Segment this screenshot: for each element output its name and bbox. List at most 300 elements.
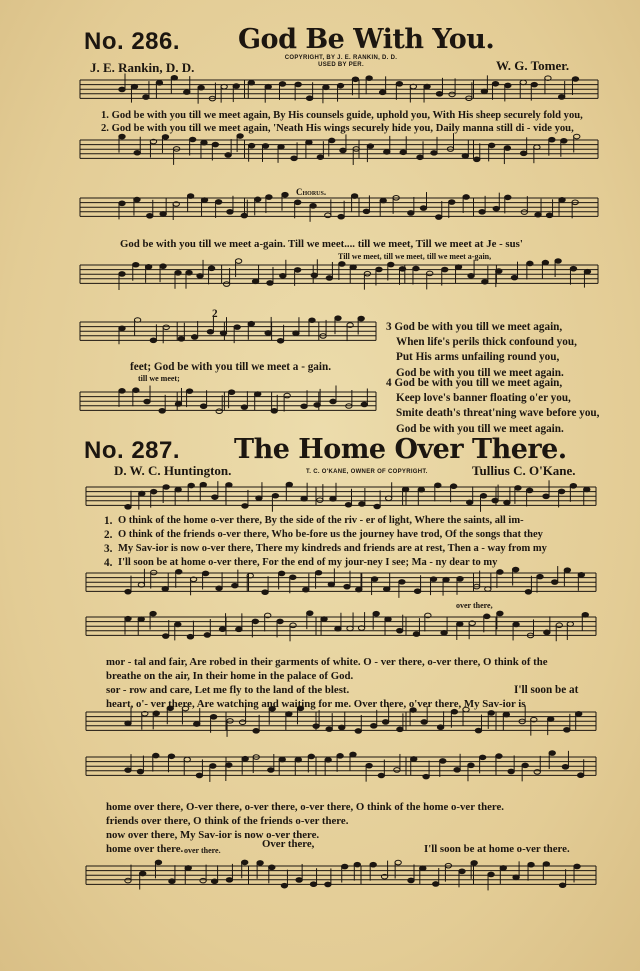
note-head — [459, 869, 465, 874]
note-head — [184, 90, 190, 95]
note-head — [542, 260, 548, 265]
hymn287-b1-num-1: 1. — [104, 515, 113, 527]
note-head — [574, 864, 580, 869]
note-head — [143, 95, 149, 100]
note-head — [144, 399, 150, 404]
note-head — [307, 611, 313, 616]
note-head — [344, 584, 350, 589]
note-head — [268, 768, 274, 773]
stanza3-line-4: God be with you till we meet again. — [396, 366, 564, 379]
note-head — [176, 569, 182, 574]
note-head — [504, 146, 510, 151]
note-head — [574, 134, 580, 139]
note-head — [315, 570, 321, 575]
note-head — [451, 709, 457, 714]
note-head — [454, 767, 460, 772]
note-head — [385, 617, 391, 622]
note-head — [125, 616, 131, 621]
note-head — [186, 270, 192, 275]
note-head — [379, 90, 385, 95]
note-head — [286, 712, 292, 717]
hymn287-copyright: T. C. O'KANE, OWNER OF COPYRIGHT. — [306, 469, 428, 475]
note-head — [255, 392, 261, 397]
note-head — [163, 325, 169, 330]
note-head — [347, 626, 353, 631]
note-head — [575, 712, 581, 717]
note-head — [475, 728, 481, 733]
note-head — [215, 200, 221, 205]
note-head — [430, 577, 436, 582]
note-head — [151, 489, 157, 494]
note-head — [310, 882, 316, 887]
note-head — [503, 712, 509, 717]
note-head — [216, 586, 222, 591]
note-head — [294, 268, 300, 273]
stanza4-line-1: 4 God be with you till we meet again, — [386, 377, 563, 389]
note-head — [408, 878, 414, 883]
note-head — [150, 338, 156, 343]
hymn287-b1-line-3: My Sav-ior is now o-ver there, There my kindreds and friends are at rest, Then a - way from my — [118, 543, 547, 554]
hymn287-b1-num-3: 3. — [104, 543, 113, 555]
note-head — [361, 402, 367, 407]
note-head — [257, 861, 263, 866]
note-head — [200, 404, 206, 409]
note-head — [546, 213, 552, 218]
hymn286-number: No. 286. — [84, 28, 181, 55]
note-head — [400, 150, 406, 155]
note-head — [140, 871, 146, 876]
note-head — [376, 267, 382, 272]
note-head — [169, 879, 175, 884]
hymn286-verse-1: 1. God be with you till we meet again, By His counsels guide, uphold you, With His sheep securely fold you, — [101, 110, 583, 121]
note-head — [207, 329, 213, 334]
note-head — [189, 137, 195, 142]
note-head — [119, 326, 125, 331]
note-head — [413, 632, 419, 637]
staff-3 — [80, 198, 598, 216]
note-head — [235, 259, 241, 264]
note-head — [133, 262, 139, 267]
note-head — [481, 89, 487, 94]
note-head — [513, 875, 519, 880]
note-head — [531, 82, 537, 87]
note-head — [234, 325, 240, 330]
note-head — [408, 211, 414, 216]
note-head — [310, 204, 316, 209]
note-head — [162, 135, 168, 140]
note-head — [196, 773, 202, 778]
note-head — [436, 215, 442, 220]
note-head — [242, 504, 248, 509]
note-head — [466, 500, 472, 505]
note-head — [134, 197, 140, 202]
hymn287-b3-line-1: home over there, O-ver there, o-ver there, o-ver there, O think of the home o-ver there. — [106, 801, 504, 813]
note-head — [175, 487, 181, 492]
note-head — [351, 194, 357, 199]
note-head — [248, 321, 254, 326]
note-head — [411, 757, 417, 762]
staff-11 — [86, 757, 596, 775]
note-head — [564, 728, 570, 733]
note-head — [370, 862, 376, 867]
note-head — [359, 502, 365, 507]
note-head — [339, 725, 345, 730]
note-head — [559, 883, 565, 888]
note-head — [137, 769, 143, 774]
note-head — [496, 269, 502, 274]
note-head — [492, 498, 498, 503]
note-head — [303, 587, 309, 592]
note-head — [488, 143, 494, 148]
note-head — [578, 572, 584, 577]
hymn286-stanza-3 — [386, 320, 577, 381]
note-head — [201, 140, 207, 145]
note-head — [395, 860, 401, 865]
note-head — [212, 495, 218, 500]
note-head — [323, 85, 329, 90]
note-head — [311, 273, 317, 278]
note-head — [450, 484, 456, 489]
note-head — [584, 269, 590, 274]
note-head — [150, 611, 156, 616]
note-head — [479, 755, 485, 760]
note-head — [119, 272, 125, 277]
note-head — [252, 619, 258, 624]
note-head — [211, 879, 217, 884]
note-head — [314, 403, 320, 408]
note-head — [552, 580, 558, 585]
note-head — [294, 200, 300, 205]
note-head — [394, 768, 400, 773]
note-head — [125, 878, 131, 883]
note-head — [397, 628, 403, 633]
note-head — [549, 137, 555, 142]
note-head — [449, 200, 455, 205]
note-head — [153, 711, 159, 716]
note-head — [175, 270, 181, 275]
note-head — [418, 487, 424, 492]
note-head — [527, 261, 533, 266]
note-head — [267, 281, 273, 286]
note-head — [567, 622, 573, 627]
note-head — [414, 589, 420, 594]
note-head — [145, 265, 151, 270]
note-head — [371, 577, 377, 582]
note-head — [374, 504, 380, 509]
note-head — [242, 860, 248, 865]
note-head — [278, 571, 284, 576]
note-head — [396, 81, 402, 86]
note-head — [505, 195, 511, 200]
hymn286-ending-marker: 2 — [212, 308, 218, 320]
note-head — [364, 271, 370, 276]
note-head — [237, 134, 243, 139]
note-head — [201, 198, 207, 203]
note-head — [219, 627, 225, 632]
note-head — [330, 399, 336, 404]
note-head — [210, 764, 216, 769]
hymn287-b1-line-4: I'll soon be at home o-ver there, For the end of my jour-ney I see; Ma - ny dear to my — [118, 557, 498, 568]
hymn287-b3-tail: I'll soon be at home o-ver there. — [424, 843, 570, 855]
note-head — [153, 753, 159, 758]
note-head — [306, 140, 312, 145]
note-head — [437, 725, 443, 730]
note-head — [513, 622, 519, 627]
note-head — [505, 83, 511, 88]
note-head — [248, 143, 254, 148]
note-head — [248, 80, 254, 85]
note-head — [204, 633, 210, 638]
note-head — [570, 484, 576, 489]
note-head — [232, 583, 238, 588]
note-head — [326, 276, 332, 281]
note-head — [522, 763, 528, 768]
note-head — [301, 496, 307, 501]
hymn286-title: God Be With You. — [238, 24, 495, 55]
note-head — [329, 138, 335, 143]
note-head — [488, 711, 494, 716]
note-head — [463, 195, 469, 200]
note-head — [281, 883, 287, 888]
note-head — [119, 134, 125, 139]
note-head — [228, 390, 234, 395]
note-head — [561, 139, 567, 144]
hymn287-b3-line-3: now over there, My Sav-ior is now o-ver there. — [106, 829, 320, 841]
note-head — [578, 773, 584, 778]
note-head — [155, 860, 161, 865]
note-head — [417, 155, 423, 160]
note-head — [280, 273, 286, 278]
note-head — [293, 331, 299, 336]
note-head — [413, 266, 419, 271]
note-head — [262, 590, 268, 595]
hymn287-composer: Tullius C. O'Kane. — [472, 463, 576, 478]
note-head — [266, 195, 272, 200]
note-head — [279, 82, 285, 87]
note-head — [326, 727, 332, 732]
note-head — [433, 882, 439, 887]
note-head — [277, 338, 283, 343]
note-head — [492, 81, 498, 86]
hymn286-feet-line: feet; God be with you till we meet a - gain. — [130, 361, 332, 373]
note-head — [378, 773, 384, 778]
note-head — [278, 145, 284, 150]
hymn287-b2-line-1: mor - tal and fair, Are robed in their garments of white. O - ver there, o-ver there, O think of the — [106, 656, 548, 668]
note-head — [185, 866, 191, 871]
note-head — [342, 864, 348, 869]
note-head — [119, 87, 125, 92]
note-head — [295, 82, 301, 87]
hymn286-stanza-4 — [386, 376, 599, 437]
note-head — [345, 502, 351, 507]
note-head — [559, 198, 565, 203]
hymn287-over-there-small: over there, — [456, 601, 493, 610]
note-head — [383, 587, 389, 592]
hymn287-title: The Home Over There. — [234, 434, 567, 465]
note-head — [317, 498, 323, 503]
note-head — [290, 575, 296, 580]
note-head — [282, 192, 288, 197]
note-head — [528, 862, 534, 867]
note-head — [210, 715, 216, 720]
note-head — [504, 500, 510, 505]
note-head — [468, 273, 474, 278]
stanza4-line-2: Keep love's banner floating o'er you, — [396, 392, 571, 405]
note-head — [309, 318, 315, 323]
note-head — [233, 84, 239, 89]
hymn287-b1-line-2: O think of the friends o-ver there, Who be-fore us the journey have trod, Of the songs that they — [118, 529, 543, 540]
note-head — [462, 154, 468, 159]
note-head — [279, 757, 285, 762]
note-head — [443, 577, 449, 582]
note-head — [265, 331, 271, 336]
note-head — [371, 724, 377, 729]
staff-5 — [80, 322, 376, 340]
note-head — [335, 316, 341, 321]
note-head — [216, 409, 222, 414]
note-head — [271, 408, 277, 413]
note-head — [511, 275, 517, 280]
note-head — [256, 496, 262, 501]
note-head — [508, 769, 514, 774]
note-head — [468, 763, 474, 768]
note-head — [352, 77, 358, 82]
note-head — [200, 878, 206, 883]
note-head — [558, 489, 564, 494]
note-head — [570, 266, 576, 271]
note-head — [147, 213, 153, 218]
hymn287-b2-line-2: breathe on the air, In their home in the palace of God. — [106, 670, 354, 682]
note-head — [548, 717, 554, 722]
note-head — [449, 92, 455, 97]
note-head — [479, 210, 485, 215]
note-head — [482, 279, 488, 284]
note-head — [572, 77, 578, 82]
note-head — [163, 634, 169, 639]
note-head — [325, 758, 331, 763]
hymn287-over-there-tiny: over there. — [184, 846, 221, 855]
note-head — [226, 878, 232, 883]
note-head — [367, 144, 373, 149]
note-head — [175, 402, 181, 407]
hymn286-chorus-label: Chorus. — [296, 187, 327, 197]
note-head — [582, 612, 588, 617]
note-head — [125, 589, 131, 594]
note-head — [339, 262, 345, 267]
note-head — [325, 882, 331, 887]
hymn287-b2-line-4: heart, o'- ver there, Are watching and waiting for me. Over there, o'ver there, My Sav-ior is — [106, 698, 526, 710]
staff-2 — [80, 140, 598, 158]
note-head — [241, 405, 247, 410]
note-head — [241, 213, 247, 218]
note-head — [291, 156, 297, 161]
note-head — [497, 611, 503, 616]
note-head — [431, 151, 437, 156]
note-head — [227, 209, 233, 214]
note-head — [335, 626, 341, 631]
note-head — [337, 83, 343, 88]
note-head — [188, 483, 194, 488]
note-head — [119, 389, 125, 394]
note-head — [485, 587, 491, 592]
note-head — [191, 335, 197, 340]
note-head — [373, 611, 379, 616]
note-head — [159, 408, 165, 413]
note-head — [187, 634, 193, 639]
note-head — [500, 866, 506, 871]
note-head — [455, 265, 461, 270]
note-head — [212, 142, 218, 147]
hymn286-feet-echo: till we meet; — [138, 374, 180, 383]
note-head — [474, 157, 480, 162]
note-head — [197, 274, 203, 279]
note-head — [421, 720, 427, 725]
note-head — [358, 316, 364, 321]
note-head — [549, 751, 555, 756]
note-head — [198, 85, 204, 90]
note-head — [558, 95, 564, 100]
hymn286-copyright-1: COPYRIGHT, BY J. E. RANKIN, D. D. — [284, 55, 398, 61]
note-head — [236, 627, 242, 632]
note-head — [163, 485, 169, 490]
note-head — [355, 729, 361, 734]
note-head — [168, 754, 174, 759]
note-head — [226, 483, 232, 488]
note-head — [493, 206, 499, 211]
note-head — [156, 81, 162, 86]
stanza4-line-3: Smite death's threat'ning wave before you, — [396, 407, 600, 420]
note-head — [313, 724, 319, 729]
note-head — [200, 482, 206, 487]
note-head — [356, 587, 362, 592]
note-head — [337, 754, 343, 759]
note-head — [242, 756, 248, 761]
hymn286-chorus-line: God be with you till we meet a-gain. Till we meet.... till we meet, Till we meet at Je - sus' — [120, 238, 523, 250]
note-head — [363, 209, 369, 214]
note-head — [420, 206, 426, 211]
hymn287-b1-line-1: O think of the home o-ver there, By the side of the riv - er of light, Where the saints, all im- — [118, 515, 524, 526]
note-head — [125, 721, 131, 726]
note-head — [382, 720, 388, 725]
note-head — [272, 493, 278, 498]
note-head — [171, 76, 177, 81]
note-head — [252, 279, 258, 284]
note-head — [220, 331, 226, 336]
note-head — [497, 570, 503, 575]
note-head — [125, 768, 131, 773]
note-head — [366, 763, 372, 768]
note-head — [296, 878, 302, 883]
note-head — [525, 590, 531, 595]
note-head — [317, 155, 323, 160]
hymn287-b3-line-2: friends over there, O think of the friends o-ver there. — [106, 815, 349, 827]
note-head — [555, 259, 561, 264]
hymn287-b2-line-3: sor - row and care, Let me fly to the land of the blest. — [106, 684, 350, 696]
note-head — [424, 84, 430, 89]
note-head — [301, 404, 307, 409]
note-head — [295, 757, 301, 762]
note-head — [255, 197, 261, 202]
note-head — [284, 393, 290, 398]
note-head — [162, 587, 168, 592]
note-head — [388, 262, 394, 267]
note-head — [543, 494, 549, 499]
note-head — [564, 568, 570, 573]
note-head — [397, 727, 403, 732]
hymn287-b3-line-4: home over there. — [106, 843, 184, 855]
note-head — [436, 92, 442, 97]
note-head — [520, 80, 526, 85]
